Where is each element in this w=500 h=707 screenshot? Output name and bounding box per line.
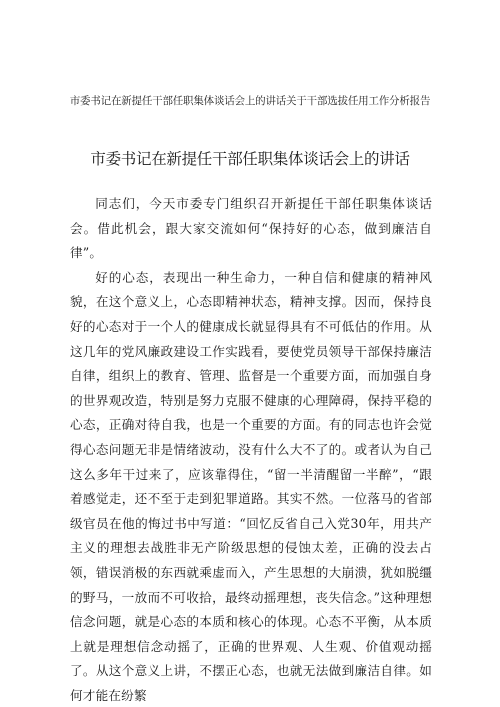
document-title: 市委书记在新提任干部任职集体谈话会上的讲话 [90, 150, 410, 168]
document-body [70, 192, 432, 707]
body-paragraph-1: 同志们，今天市委专门组织召开新提任干部任职集体谈话会。借此机会，跟大家交流如何“保持好的心态，做到廉洁自律”。 [70, 196, 432, 261]
body-paragraph-2: 好的心态，表现出一种生命力，一种自信和健康的精神风貌，在这个意义上，心态即精神状态，精神支撑。因而，保持良好的心态对于一个人的健康成长就显得具有不可低估的作用。从这几年的党风廉政建设工作实践看，要使党员领导干部保持廉洁自律，组织上的教育、管理、监督是一个重要方面，而加强自身的世界观改造，特别是努力克服不健康的心理障碍，保持平稳的心态，正确对待自我，也是一个重要的方面。有的同志也许会觉得心态问题无非是情绪波动，没有什么大不了的。或者认为自己这么多年干过来了，应该靠得住，“留一半清醒留一半醉”，“跟着感觉走，还不至于走到犯罪道路。其实不然。一位落马的省部级官员在他的悔过书中写道：“回忆反省自己入党30年，用共产主义的理想去战胜非无产阶级思想的侵蚀太差，正确的没去占领，错误消极的东西就乘虚而入，产生思想的大崩溃，犹如脱缰的野马，一放而不可收拾，最终动摇理想，丧失信念。”这种理想信念问题，就是心态的本质和核心的体现。心态不平衡，从本质上就是理想信念动摇了，正确的世界观、人生观、价值观动摇了。从这个意义上讲，不摆正心态，也就无法做到廉洁自律。如何才能在纷繁 [70, 269, 432, 703]
document-header: 市委书记在新提任干部任职集体谈话会上的讲话关于干部选拔任用工作分析报告 [69, 95, 431, 107]
